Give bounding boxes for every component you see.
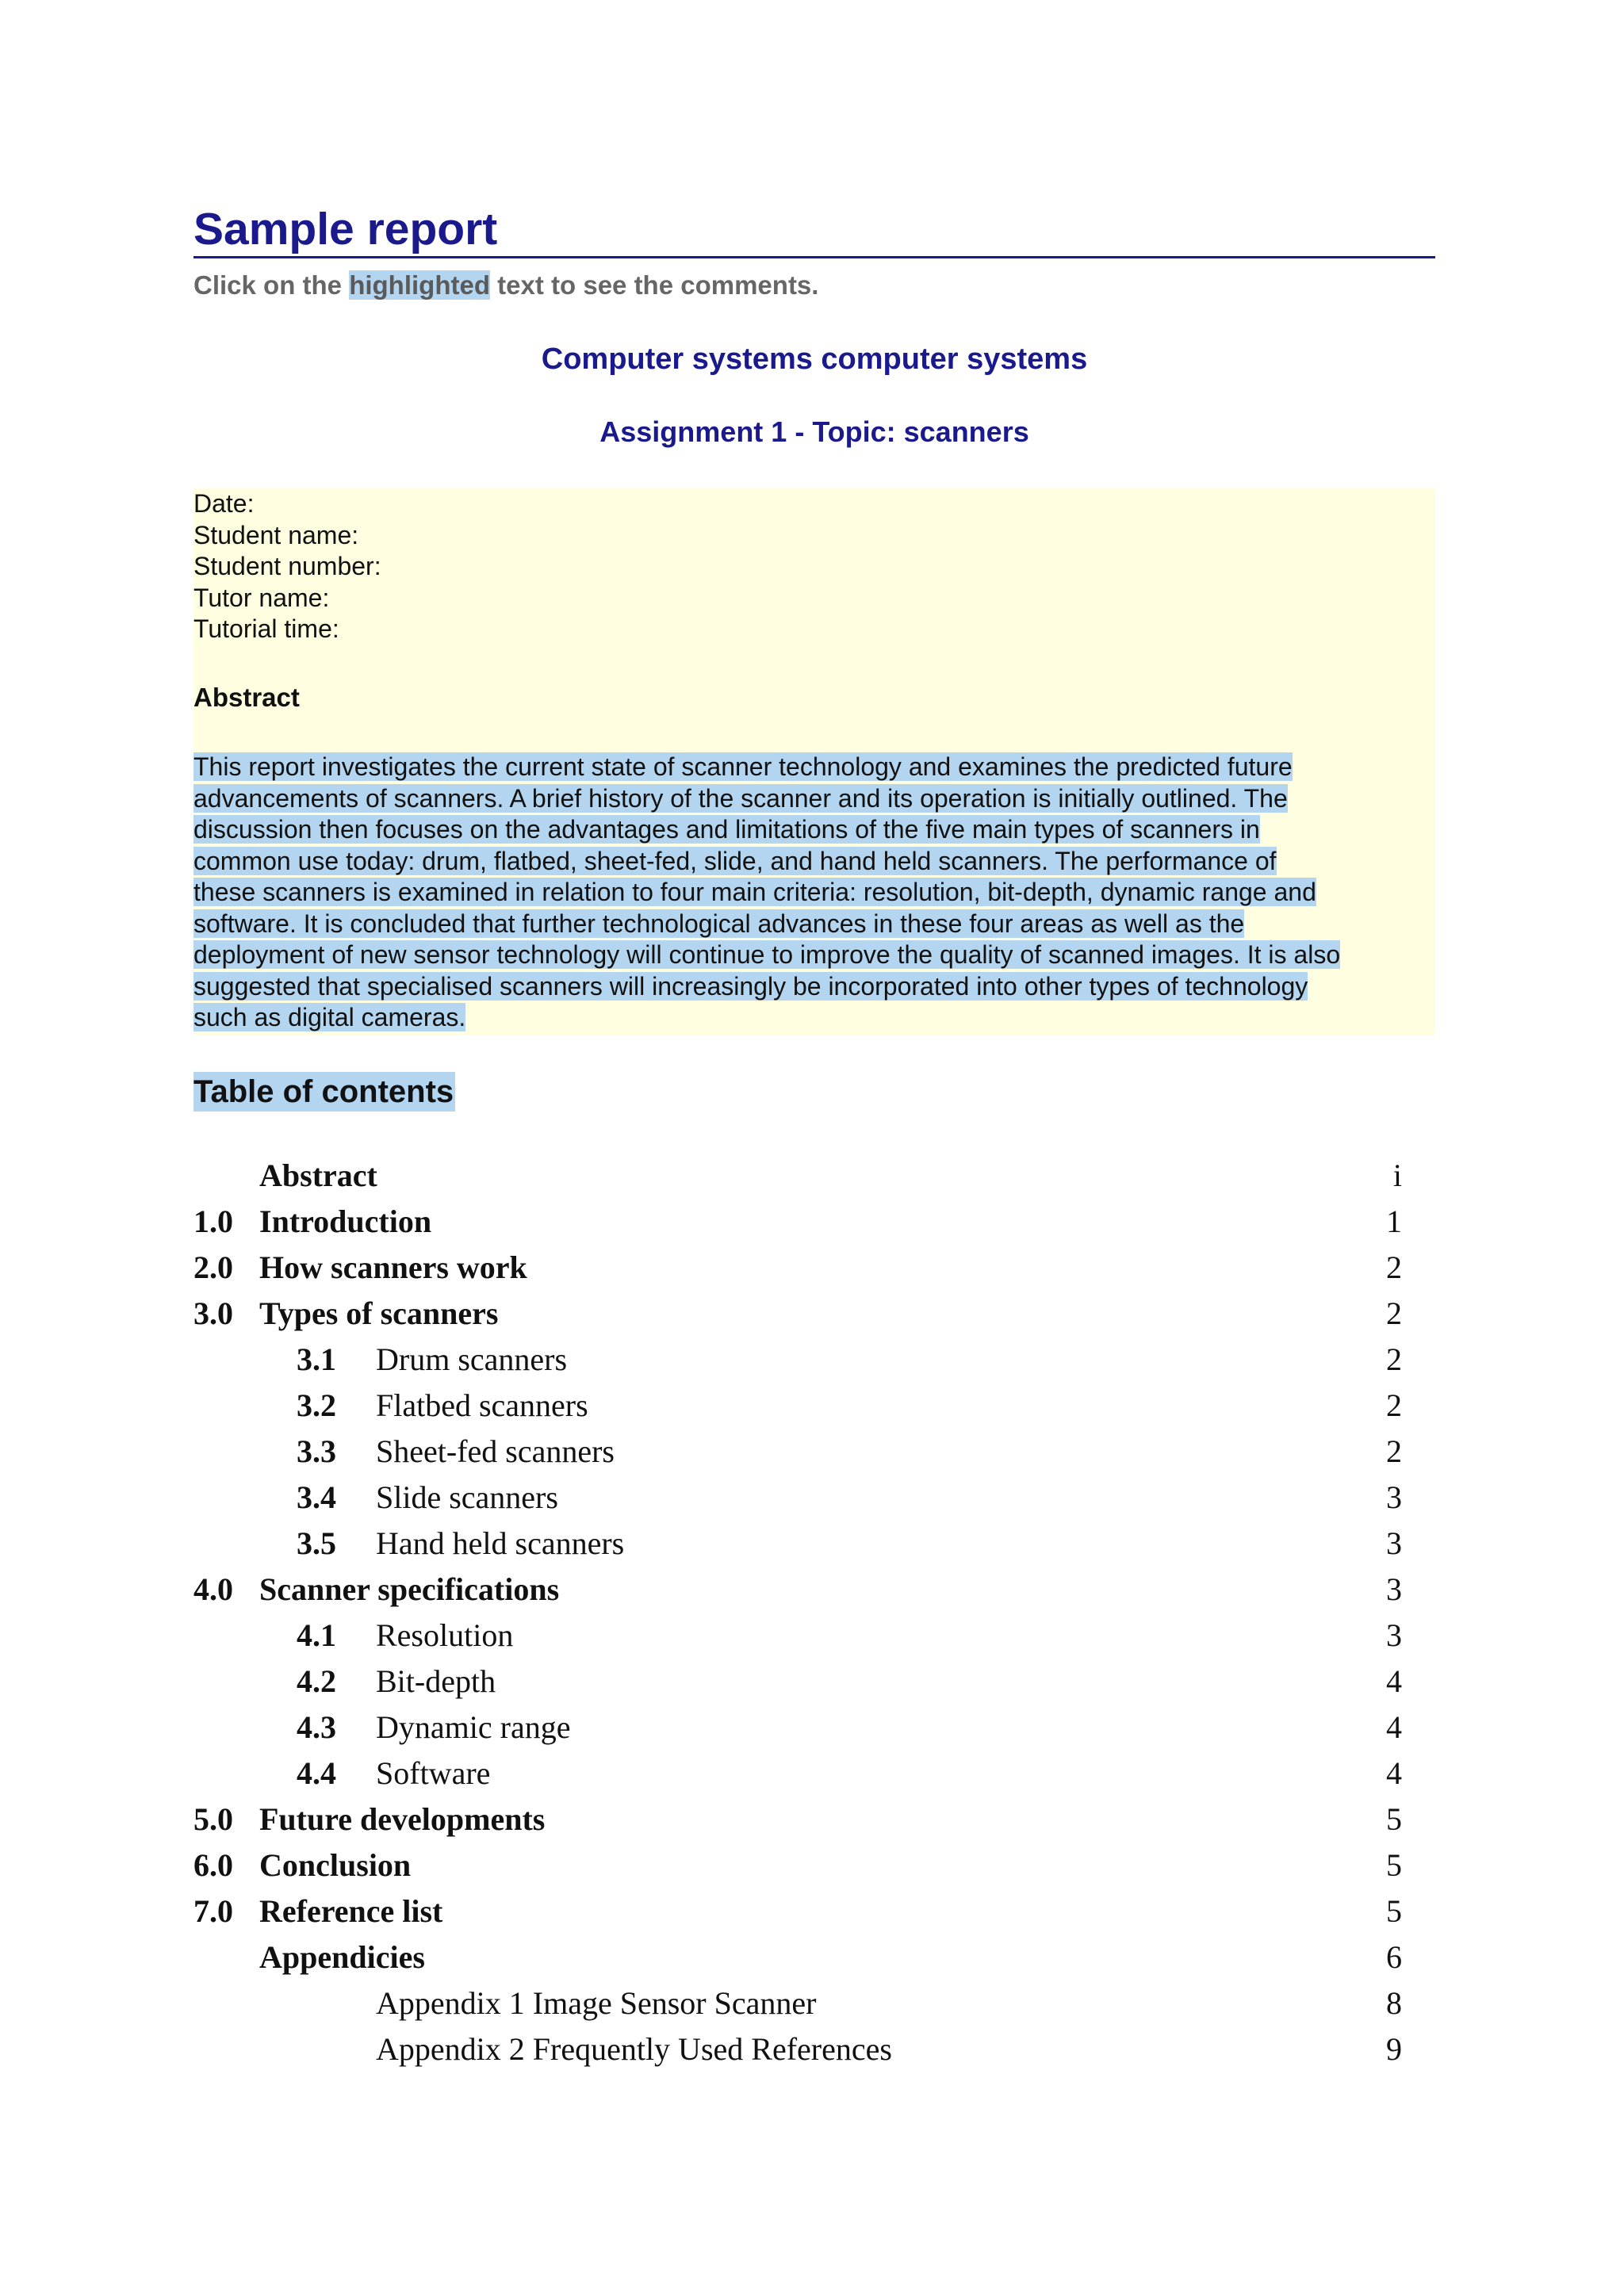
toc-entry-number: 2.0 [193, 1249, 233, 1285]
toc-entry-page: 1 [1386, 1203, 1402, 1239]
toc-entry [0, 1751, 1624, 1797]
toc-entry-number: 3.0 [193, 1295, 233, 1331]
toc-entry-number: 3.1 [297, 1341, 336, 1377]
toc-entry [0, 1337, 1624, 1383]
toc-entry-number: 4.2 [297, 1663, 336, 1699]
toc-entry [0, 1153, 1624, 1199]
toc-entry-page: i [1392, 1158, 1402, 1193]
abstract-line [193, 814, 1446, 846]
toc-entry-label: Software [376, 1755, 491, 1791]
abstract-line [193, 877, 1446, 909]
toc-entry-label: Dynamic range [376, 1709, 571, 1745]
toc-entry-number: 5.0 [193, 1801, 233, 1837]
field-student-number: Student number: [193, 552, 381, 580]
toc-entry-page: 3 [1386, 1571, 1402, 1607]
toc-entry-page: 4 [1386, 1709, 1402, 1745]
toc-entry-label: Bit-depth [376, 1663, 496, 1699]
toc-entry-label: Drum scanners [376, 1341, 568, 1377]
toc-entry [0, 1934, 1624, 1980]
instruction-after: text to see the comments. [490, 270, 819, 300]
toc-entry [0, 1429, 1624, 1475]
toc-entry-page: 8 [1386, 1985, 1402, 2021]
student-details [193, 488, 381, 645]
toc-entry-page: 6 [1386, 1939, 1402, 1975]
abstract-line-text[interactable]: such as digital cameras. [193, 1003, 466, 1031]
toc-entry [0, 1888, 1624, 1934]
toc-entry [0, 1521, 1624, 1567]
toc-entry-page: 4 [1386, 1755, 1402, 1791]
abstract-line-text[interactable]: software. It is concluded that further technological advances in these four areas as well as the [193, 909, 1245, 938]
toc-entry-number: 4.4 [297, 1755, 336, 1791]
toc-entry-page: 2 [1386, 1433, 1402, 1469]
toc-entry [0, 1659, 1624, 1705]
toc-entry-number: 4.1 [297, 1617, 336, 1653]
toc-entry-page: 2 [1386, 1295, 1402, 1331]
toc-entry [0, 1567, 1624, 1613]
toc-entry-number: 6.0 [193, 1847, 233, 1883]
toc-entry-label: Resolution [376, 1617, 514, 1653]
field-tutorial-time: Tutorial time: [193, 614, 339, 643]
toc-entry-page: 5 [1386, 1801, 1402, 1837]
toc-entry-number: 3.5 [297, 1525, 336, 1561]
toc-entry [0, 1383, 1624, 1429]
toc-entry-page: 3 [1386, 1617, 1402, 1653]
toc-entry [0, 1245, 1624, 1291]
field-student-name: Student name: [193, 520, 359, 549]
toc-entry [0, 1199, 1624, 1245]
abstract-line-text[interactable]: these scanners is examined in relation to four main criteria: resolution, bit-depth, dynamic range and [193, 878, 1316, 906]
toc-entry-number: 3.2 [297, 1387, 336, 1423]
toc-entry [0, 1475, 1624, 1521]
abstract-line [193, 752, 1446, 783]
toc-entry-page: 5 [1386, 1847, 1402, 1883]
abstract-heading: Abstract [193, 683, 300, 712]
instruction-text [193, 266, 818, 304]
abstract-line [193, 783, 1446, 815]
abstract-line [193, 939, 1446, 971]
abstract-line [193, 1002, 1446, 1034]
toc-entry-page: 3 [1386, 1525, 1402, 1561]
toc-entry-number: 4.3 [297, 1709, 336, 1745]
toc-entry-page: 5 [1386, 1893, 1402, 1929]
toc-entry-number: 7.0 [193, 1893, 233, 1929]
abstract-line [193, 909, 1446, 940]
toc-entry-label: Slide scanners [376, 1479, 558, 1515]
toc-entry-label: Flatbed scanners [376, 1387, 588, 1423]
toc-entry-page: 2 [1386, 1341, 1402, 1377]
toc-entry [0, 1291, 1624, 1337]
highlighted-comment-link[interactable]: highlighted [349, 270, 490, 300]
toc-entry-label: Reference list [259, 1893, 443, 1929]
abstract-line-text[interactable]: deployment of new sensor technology will continue to improve the quality of scanned images. It is also [193, 940, 1341, 969]
toc-entry-page: 3 [1386, 1479, 1402, 1515]
toc-entry-label: Scanner specifications [259, 1571, 560, 1607]
toc-entry [0, 1797, 1624, 1843]
toc-entry-label: Conclusion [259, 1847, 412, 1883]
toc-entry-label: Appendix 1 Image Sensor Scanner [376, 1985, 817, 2021]
toc-entry-page: 2 [1386, 1249, 1402, 1285]
toc-entry-number: 4.0 [193, 1571, 233, 1607]
toc-entry-label: Hand held scanners [376, 1525, 625, 1561]
toc-entry-label: Appendicies [259, 1939, 425, 1975]
instruction-before: Click on the [193, 270, 350, 300]
abstract-line-text[interactable]: This report investigates the current state of scanner technology and examines the predicted future [193, 752, 1293, 781]
field-date: Date: [193, 489, 255, 518]
course-title: Computer systems computer systems [541, 342, 1088, 376]
abstract-highlighted-text[interactable] [193, 752, 1446, 1034]
toc-entry-label: Introduction [259, 1203, 432, 1239]
abstract-line [193, 971, 1446, 1003]
abstract-line [193, 846, 1446, 878]
toc-entry [0, 1613, 1624, 1659]
abstract-line-text[interactable]: common use today: drum, flatbed, sheet-fed, slide, and hand held scanners. The performance of [193, 846, 1277, 875]
toc-entry-page: 2 [1386, 1387, 1402, 1423]
toc-entry-number: 3.4 [297, 1479, 336, 1515]
toc-entry [0, 2026, 1624, 2072]
toc-entry-number: 1.0 [193, 1203, 233, 1239]
toc-entry [0, 1705, 1624, 1751]
toc-entry-number: 3.3 [297, 1433, 336, 1469]
toc-entry-label: Types of scanners [259, 1295, 499, 1331]
toc-entry-label: Abstract [259, 1158, 377, 1193]
abstract-line-text[interactable]: discussion then focuses on the advantages and limitations of the five main types of scanners in [193, 815, 1260, 844]
toc-entry-label: How scanners work [259, 1249, 527, 1285]
toc-entry [0, 1980, 1624, 2026]
toc-heading-highlighted[interactable]: Table of contents [193, 1072, 455, 1112]
field-tutor-name: Tutor name: [193, 583, 330, 612]
toc-entry-label: Sheet-fed scanners [376, 1433, 615, 1469]
assignment-title: Assignment 1 - Topic: scanners [599, 415, 1029, 448]
toc-entry-page: 4 [1386, 1663, 1402, 1699]
toc-entry [0, 1843, 1624, 1888]
report-title: Sample report [193, 204, 498, 254]
toc-entry-label: Appendix 2 Frequently Used References [376, 2031, 892, 2067]
title-underline [193, 256, 1435, 258]
abstract-line-text[interactable]: suggested that specialised scanners will increasingly be incorporated into other types of technology [193, 971, 1308, 1001]
abstract-line-text[interactable]: advancements of scanners. A brief history of the scanner and its operation is initially outlined. The [193, 783, 1288, 813]
toc-entry-label: Future developments [259, 1801, 546, 1837]
toc-entry-page: 9 [1386, 2031, 1402, 2067]
